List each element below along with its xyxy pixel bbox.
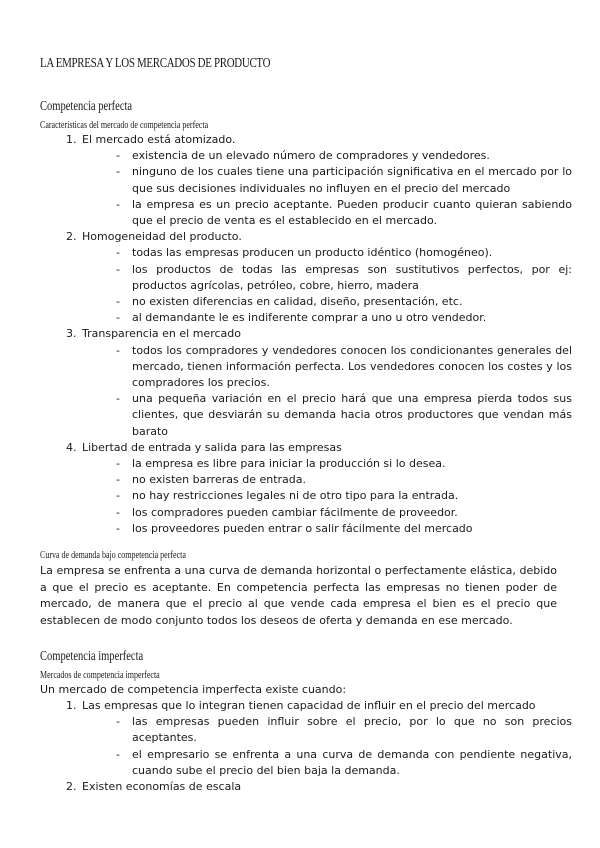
list-item-label: El mercado está atomizado. xyxy=(82,133,236,146)
list-item xyxy=(80,326,572,439)
list-item-label: Homogeneidad del producto. xyxy=(82,230,242,244)
subheading-imperfect-markets: Mercados de competencia imperfecta xyxy=(40,670,160,681)
bullet-item: - al demandante le es indiferente comprar a uno u otro vendedor. xyxy=(116,310,572,326)
characteristics-list xyxy=(40,132,572,537)
bullet-item: - los productos de todas las empresas son sustitutivos perfectos, por ej: productos agrícolas, petróleo, cobre, hierro, madera xyxy=(116,262,572,294)
bullet-item: - no existen barreras de entrada. xyxy=(116,472,572,488)
imperfect-intro: Un mercado de competencia imperfecta existe cuando: xyxy=(40,683,347,696)
subheading-characteristics: Características del mercado de competencia perfecta xyxy=(40,120,209,131)
bullet-item: - no existen diferencias en calidad, diseño, presentación, etc. xyxy=(116,294,572,310)
bullet-list xyxy=(82,456,572,537)
section-heading-perfect-competition: Competencia perfecta xyxy=(40,98,133,113)
list-item-label: Las empresas que lo integran tienen capacidad de influir en el precio del mercado xyxy=(82,699,536,712)
subheading-demand-curve: Curva de demanda bajo competencia perfecta xyxy=(40,550,186,561)
document-title: LA EMPRESA Y LOS MERCADOS DE PRODUCTO xyxy=(40,56,271,71)
list-item-label: Libertad de entrada y salida para las empresas xyxy=(82,440,342,454)
bullet-item: - la empresa es un precio aceptante. Pueden producir cuanto quieran sabiendo que el precio de venta es el establecido en el mercado. xyxy=(116,197,572,229)
section-heading-imperfect-competition: Competencia imperfecta xyxy=(40,648,144,663)
bullet-item: - las empresas pueden influir sobre el precio, por lo que no son precios aceptantes. xyxy=(116,714,572,746)
bullet-item: - todos los compradores y vendedores conocen los condicionantes generales del mercado, tienen información perfecta. Los vendedores conocen los costes y los compradores los precios. xyxy=(116,343,572,392)
list-item xyxy=(80,779,572,795)
list-item xyxy=(80,440,572,537)
bullet-item: - existencia de un elevado número de compradores y vendedores. xyxy=(116,148,572,164)
characteristics-list-container xyxy=(40,132,572,537)
bullet-list xyxy=(82,148,572,229)
list-item-label: Existen economías de escala xyxy=(82,780,242,794)
list-item xyxy=(80,229,572,326)
list-item xyxy=(80,698,572,779)
list-item-label: Transparencia en el mercado xyxy=(82,327,241,341)
bullet-item: - el empresario se enfrenta a una curva de demanda con pendiente negativa, cuando sube el precio del bien baja la demanda. xyxy=(116,747,572,779)
bullet-item: - no hay restricciones legales ni de otro tipo para la entrada. xyxy=(116,488,572,504)
bullet-item: - la empresa es libre para iniciar la producción si lo desea. xyxy=(116,456,572,472)
bullet-item: - ninguno de los cuales tiene una participación significativa en el mercado por lo que sus decisiones individuales no influyen en el precio del mercado xyxy=(116,164,572,196)
demand-curve-paragraph: La empresa se enfrenta a una curva de demanda horizontal o perfectamente elástica, debido a que el precio es aceptante. En competencia perfecta las empresas no tienen poder de mercado, de manera que el precio al que vende cada empresa el bien es el precio que establecen de modo conjunto todos los deseos de oferta y demanda en ese mercado. xyxy=(40,564,557,627)
bullet-item: - todas las empresas producen un producto idéntico (homogéneo). xyxy=(116,245,572,261)
imperfect-list-container xyxy=(40,683,572,795)
bullet-item: - los proveedores pueden entrar o salir fácilmente del mercado xyxy=(116,521,572,537)
bullet-list xyxy=(82,714,572,779)
list-item xyxy=(80,132,572,229)
bullet-list xyxy=(82,343,572,440)
bullet-list xyxy=(82,245,572,326)
bullet-item: - los compradores pueden cambiar fácilmente de proveedor. xyxy=(116,505,572,521)
imperfect-list xyxy=(40,696,572,795)
bullet-item: - una pequeña variación en el precio hará que una empresa pierda todos sus clientes, que desviarán su demanda hacia otros productores que vendan más barato xyxy=(116,391,572,440)
